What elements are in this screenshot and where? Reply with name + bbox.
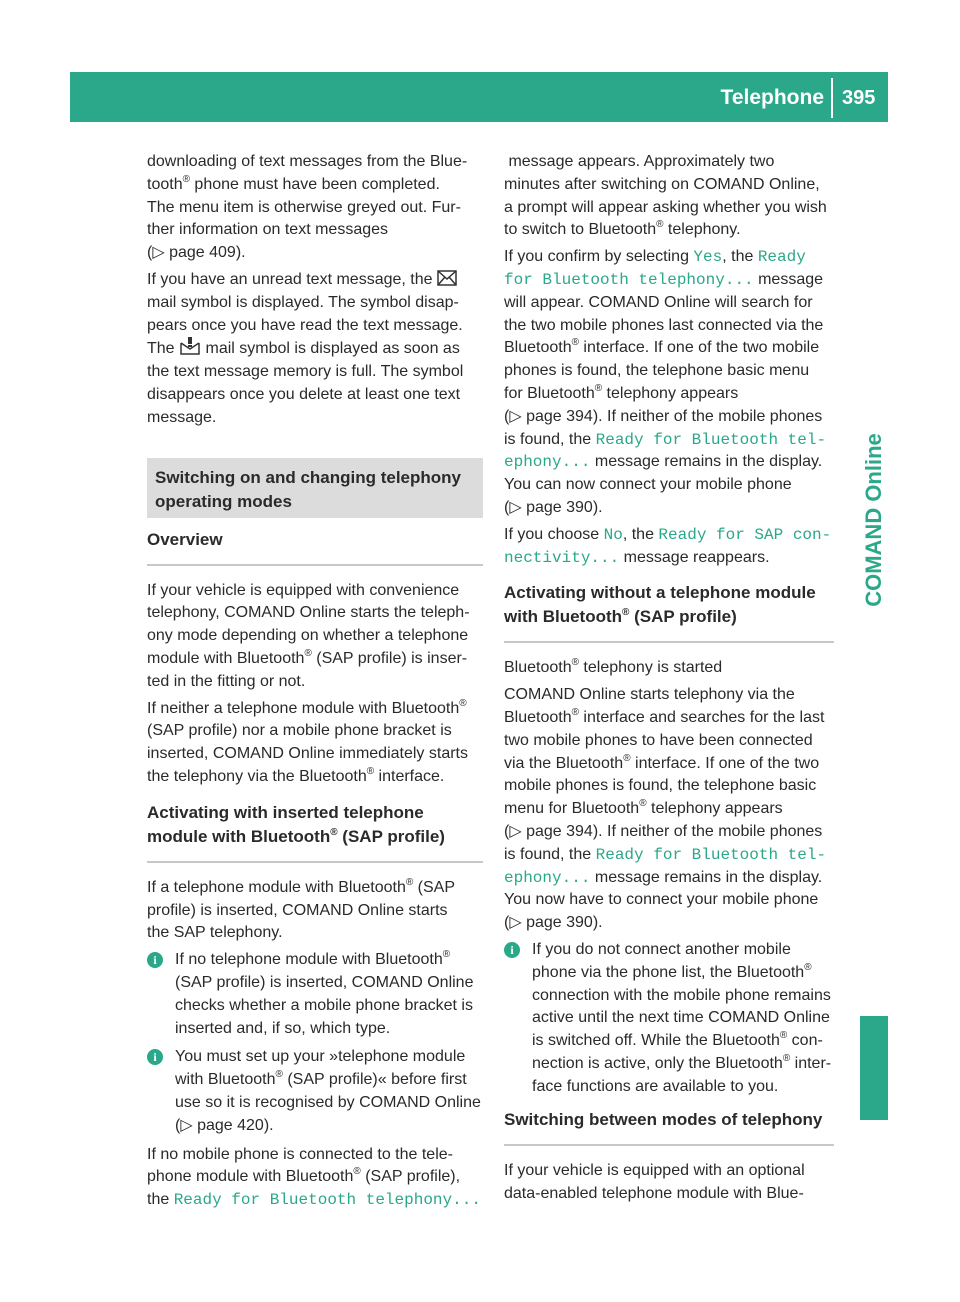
heading-overview: Overview: [147, 528, 483, 566]
paragraph: If a telephone module with Bluetooth® (SAP profile) is inserted, COMAND Online starts the SAP telephony.: [147, 876, 456, 942]
paragraph: If you choose No, the Ready for SAP con‐ nectivity... message reappears.: [504, 525, 832, 567]
display-message: Ready for Bluetooth tel‐: [595, 845, 827, 864]
paragraph: COMAND Online starts telephony via the Bluetooth® interface and searches for the last two mobile phones to have been connected via the Bluetooth® interface. If one of the two mobile phones is found, the telephone basic menu for Bluetooth® telephony appears (▷ page 394). If neither of the mobile phones is found, the Ready for Bluetooth tel‐ ephony... message remains in the display. You now have to connect your mobile phone (▷ page 390).: [504, 686, 827, 932]
display-message: Ready: [757, 248, 806, 267]
info-icon: i: [147, 952, 163, 968]
paragraph: Bluetooth® telephony is started: [504, 657, 723, 677]
side-tab-marker: [860, 1016, 888, 1120]
heading-activating-inserted: Activating with inserted telephone module with Bluetooth® (SAP profile): [147, 801, 483, 863]
page-number: 395: [842, 87, 876, 109]
display-message: ephony...: [504, 453, 591, 472]
heading-switching-modes: Switching between modes of telephony: [504, 1108, 834, 1146]
paragraph: message appears. Approximately two minutes after switching on COMAND Online, a prompt will appear asking whether you wish to switch to Bluetooth® telephony.: [504, 153, 827, 239]
paragraph: If your vehicle is equipped with convenience telephony, COMAND Online starts the teleph- ony mode depending on whether a telephone module with Bluetooth® (SAP profile) is inser- ted in the fitting or not.: [147, 581, 470, 690]
paragraph: If you have an unread text message, the mail symbol is displayed. The symbol disap- pears once you have read the text message. The mail symbol is displayed as soon as the text message memory is full. The symbol disappears once you delete at least one text message.: [147, 270, 464, 426]
display-message: Ready for Bluetooth telephony...: [173, 1191, 481, 1210]
display-message: nectivity...: [504, 548, 620, 567]
paragraph: If you confirm by selecting Yes, the Ready for Bluetooth telephony... message will appear. COMAND Online will search for the two mobile phones last connected via the Bluetooth® interface. If one of the two mobile phones is found, the telephone basic menu for Bluetooth® telephony appears (▷ page 394). If neither of the mobile phones is found, the Ready for Bluetooth tel‐ ephony... message remains in the display. You can now connect your mobile phone (▷ page 390).: [504, 248, 827, 516]
display-message: Ready for Bluetooth tel‐: [595, 430, 827, 449]
section-title: Switching on and changing telephony operating modes: [147, 458, 483, 518]
page-header-title: Telephone: [720, 86, 824, 109]
paragraph: downloading of text messages from the Blue- tooth® phone must have been completed. The menu item is otherwise greyed out. Fur- ther information on text messages (▷ page 409).: [147, 153, 468, 262]
info-note: i You must set up your »telephone module with Bluetooth® (SAP profile)« before first use so it is recognised by COMAND Online (▷ page 420).: [147, 1046, 483, 1137]
right-column: [504, 151, 834, 1210]
paragraph: If your vehicle is equipped with an optional data-enabled telephone module with Blue-: [504, 1162, 805, 1203]
paragraph: If no mobile phone is connected to the tele- phone module with Bluetooth® (SAP profile), the Ready for Bluetooth telephony...: [147, 1145, 481, 1210]
info-icon: i: [147, 1049, 163, 1065]
heading-activating-without: Activating without a telephone module with Bluetooth® (SAP profile): [504, 581, 834, 643]
display-option: No: [603, 525, 623, 544]
header-divider: [831, 78, 833, 118]
paragraph: If neither a telephone module with Bluetooth® (SAP profile) nor a mobile phone bracket is inserted, COMAND Online immediately starts the telephony via the Bluetooth® interface.: [147, 697, 468, 785]
left-column: [147, 151, 483, 1216]
mail-full-icon: [179, 337, 201, 355]
display-message: ephony...: [504, 868, 591, 887]
info-icon: i: [504, 942, 520, 958]
side-tab: [860, 140, 888, 900]
info-note: i If you do not connect another mobile phone via the phone list, the Bluetooth® connection with the mobile phone remains active until the next time COMAND Online is switched off. While the Bluetooth® con- nection is active, only the Bluetooth® inter- face functions are available to you.: [504, 939, 834, 1099]
display-message: for Bluetooth telephony...: [504, 270, 754, 289]
display-option: Yes: [693, 248, 723, 267]
display-message: Ready for SAP con‐: [658, 525, 832, 544]
side-tab-label: COMAND Online: [861, 433, 886, 607]
mail-icon: [437, 270, 457, 286]
info-note: i If no telephone module with Bluetooth® (SAP profile) is inserted, COMAND Online checks whether a mobile phone bracket is inserted and, if so, which type.: [147, 949, 483, 1040]
